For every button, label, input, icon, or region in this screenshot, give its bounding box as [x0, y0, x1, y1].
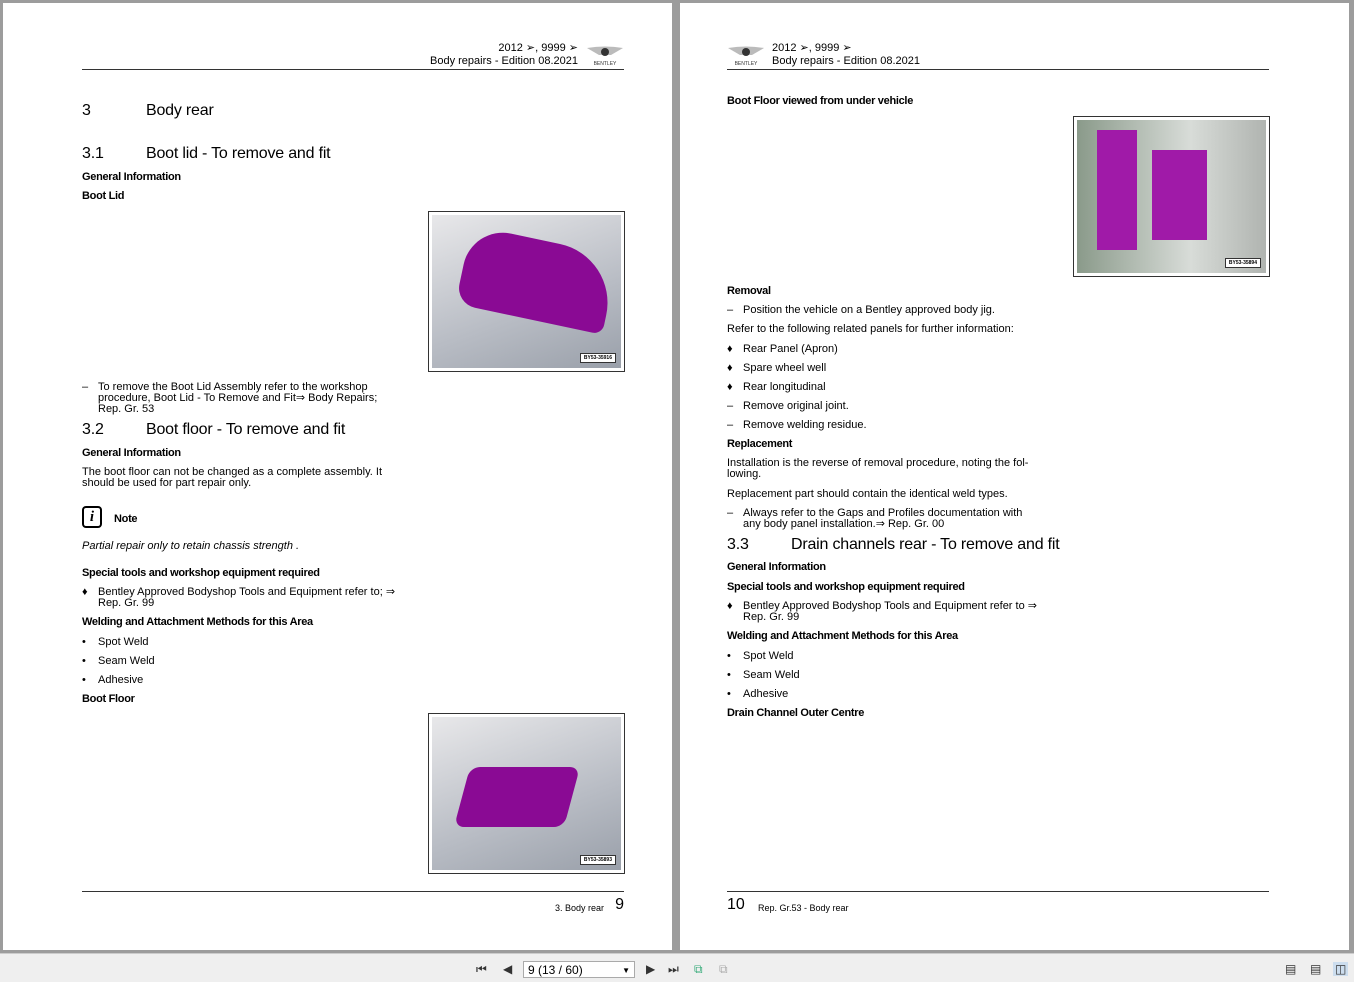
viewer-toolbar [0, 953, 1354, 982]
continuous-view-icon[interactable]: ▤ [1310, 962, 1322, 976]
step-text: Remove welding residue. [743, 419, 867, 431]
subheading: Replacement [727, 438, 793, 450]
bentley-logo [585, 43, 625, 67]
info-icon: i [82, 506, 102, 528]
subheading: Special tools and workshop equipment required [727, 581, 965, 593]
right-page: BENTLEY 2012 ➢, 9999 ➢ Body repairs - Edition 08.2021 Boot Floor viewed from under vehicle BY53-35894 Removal – Position the vehicle on a Bentley approved body jig. Refer to the following related panels for further information: ♦ Rear Panel (Apron) ♦ Spare wheel well ♦ Rear longitudinal – Remove original joint. – Remove welding residue. Replacement Installation is the reverse of removal procedure, noting the fol-lowing. Replacement part should contain the identical weld types. – Always refer to the Gaps and Profiles documentation with any body panel installation.⇒ Rep. Gr. 00 3.3 Drain channels rear - To remove and fit General Information Special tools and workshop equipment required ♦ Bentley Approved Bodyshop Tools and Equipment refer to ⇒ Rep. Gr. 99 Welding and Attachment Methods for this Area • Spot Weld • Seam Weld • Adhesive Drain Channel Outer Centre 10 Rep. Gr.53 - Body rear [680, 3, 1349, 950]
previous-page-icon[interactable]: ◀ [503, 962, 513, 976]
go-back-view-icon[interactable]: ⧉ [694, 962, 703, 976]
list-item: Rear Panel (Apron) [743, 343, 838, 355]
page-number: 10 [727, 896, 745, 913]
subheading: Special tools and workshop equipment required [82, 567, 320, 579]
subheading: Drain Channel Outer Centre [727, 707, 865, 719]
subheading: General Information [727, 561, 826, 573]
subheading: Welding and Attachment Methods for this Area [727, 630, 958, 642]
list-item: Bentley Approved Bodyshop Tools and Equipment refer to; ⇒ Rep. Gr. 99 [98, 586, 396, 609]
step-text: To remove the Boot Lid Assembly refer to the workshop procedure, Boot Lid - To Remove and Fit⇒ Body Repairs; Rep. Gr. 53 [98, 381, 378, 415]
list-item: Spot Weld [98, 636, 149, 648]
subheading: General Information [82, 171, 181, 183]
boot-floor-under-image [1073, 116, 1270, 277]
dash-bullet: – [82, 381, 89, 393]
list-item: Adhesive [743, 688, 789, 700]
list-item: Adhesive [98, 674, 144, 686]
list-item: Spare wheel well [743, 362, 827, 374]
note-text: Partial repair only to retain chassis strength . [82, 540, 300, 552]
page-number: 9 [615, 896, 624, 913]
header-title: Body repairs - Edition 08.2021 [430, 55, 578, 67]
image-caption: BY53-35893 [580, 855, 616, 865]
footer-text: 3. Body rear [554, 903, 604, 913]
header-title: Body repairs - Edition 08.2021 [772, 55, 920, 67]
list-item: Seam Weld [743, 669, 800, 681]
single-page-view-icon[interactable]: ▤ [1285, 962, 1297, 976]
next-page-icon[interactable]: ▶ [646, 962, 656, 976]
boot-floor-image [428, 713, 625, 874]
subheading: Boot Lid [82, 190, 125, 202]
subheading: Welding and Attachment Methods for this Area [82, 616, 313, 628]
subheading: Boot Floor viewed from under vehicle [727, 95, 914, 107]
boot-lid-image [428, 211, 625, 372]
header-years: 2012 ➢, 9999 ➢ [498, 42, 578, 54]
footer-text: Rep. Gr.53 - Body rear [758, 903, 849, 913]
image-caption: BY53-35894 [1225, 258, 1261, 268]
section-title: Boot floor - To remove and fit [146, 421, 346, 438]
list-item: Spot Weld [743, 650, 794, 662]
diamond-bullet: ♦ [82, 586, 88, 598]
step-text: Position the vehicle on a Bentley approved body jig. [743, 304, 995, 316]
subheading: Removal [727, 285, 771, 297]
page-select[interactable]: 9 (13 / 60) ▼ [523, 961, 635, 978]
section-number: 3.3 [727, 536, 749, 553]
step-text: Remove original joint. [743, 400, 849, 412]
subheading: Boot Floor [82, 693, 135, 705]
section-number: 3.2 [82, 421, 104, 438]
facing-pages-view-icon[interactable]: ◫ [1335, 962, 1347, 976]
paragraph: The boot floor can not be changed as a complete assembly. It should be used for part repair only. [82, 466, 383, 489]
note-label: Note [114, 513, 138, 525]
page-select-value: 9 (13 / 60) [528, 963, 583, 977]
subheading: General Information [82, 447, 181, 459]
left-page: 2012 ➢, 9999 ➢ Body repairs - Edition 08.2021 BENTLEY 3 Body rear 3.1 Boot lid - To remove and fit General Information Boot Lid BY53-35916 – To remove the Boot Lid Assembly refer to the workshop procedure, Boot Lid - To Remove and Fit⇒ Body Repairs; Rep. Gr. 53 3.2 Boot floor - To remove and fit General Information The boot floor can not be changed as a complete assembly. It should be used for part repair only. i Note Partial repair only to retain chassis strength . Special tools and workshop equipment required ♦ Bentley Approved Bodyshop Tools and Equipment refer to; ⇒ Rep. Gr. 99 Welding and Attachment Methods for this Area • Spot Weld • Seam Weld • Adhesive Boot Floor BY53-35893 3. Body rear 9 [3, 3, 672, 950]
section-number: 3.1 [82, 145, 104, 162]
svg-text:BENTLEY: BENTLEY [734, 61, 758, 67]
bentley-logo [726, 43, 766, 67]
svg-text:BENTLEY: BENTLEY [593, 61, 617, 67]
section-title: Body rear [146, 102, 214, 119]
image-caption: BY53-35916 [580, 353, 616, 363]
step-text: Always refer to the Gaps and Profiles documentation with any body panel installation.⇒ Rep. Gr. 00 [743, 507, 1023, 530]
paragraph: Installation is the reverse of removal procedure, noting the fol-lowing. [727, 457, 1029, 480]
section-title: Boot lid - To remove and fit [146, 145, 331, 162]
list-item: Seam Weld [98, 655, 155, 667]
paragraph: Replacement part should contain the identical weld types. [727, 488, 1008, 500]
last-page-icon[interactable]: ⏭ [668, 962, 679, 976]
paragraph: Refer to the following related panels for further information: [727, 323, 1014, 335]
list-item: Rear longitudinal [743, 381, 826, 393]
first-page-icon[interactable]: ⏮ [476, 962, 487, 976]
header-years: 2012 ➢, 9999 ➢ [772, 42, 852, 54]
section-number: 3 [82, 102, 91, 119]
go-forward-view-icon[interactable]: ⧉ [719, 962, 728, 976]
section-title: Drain channels rear - To remove and fit [791, 536, 1060, 553]
list-item: Bentley Approved Bodyshop Tools and Equipment refer to ⇒ Rep. Gr. 99 [743, 600, 1037, 623]
